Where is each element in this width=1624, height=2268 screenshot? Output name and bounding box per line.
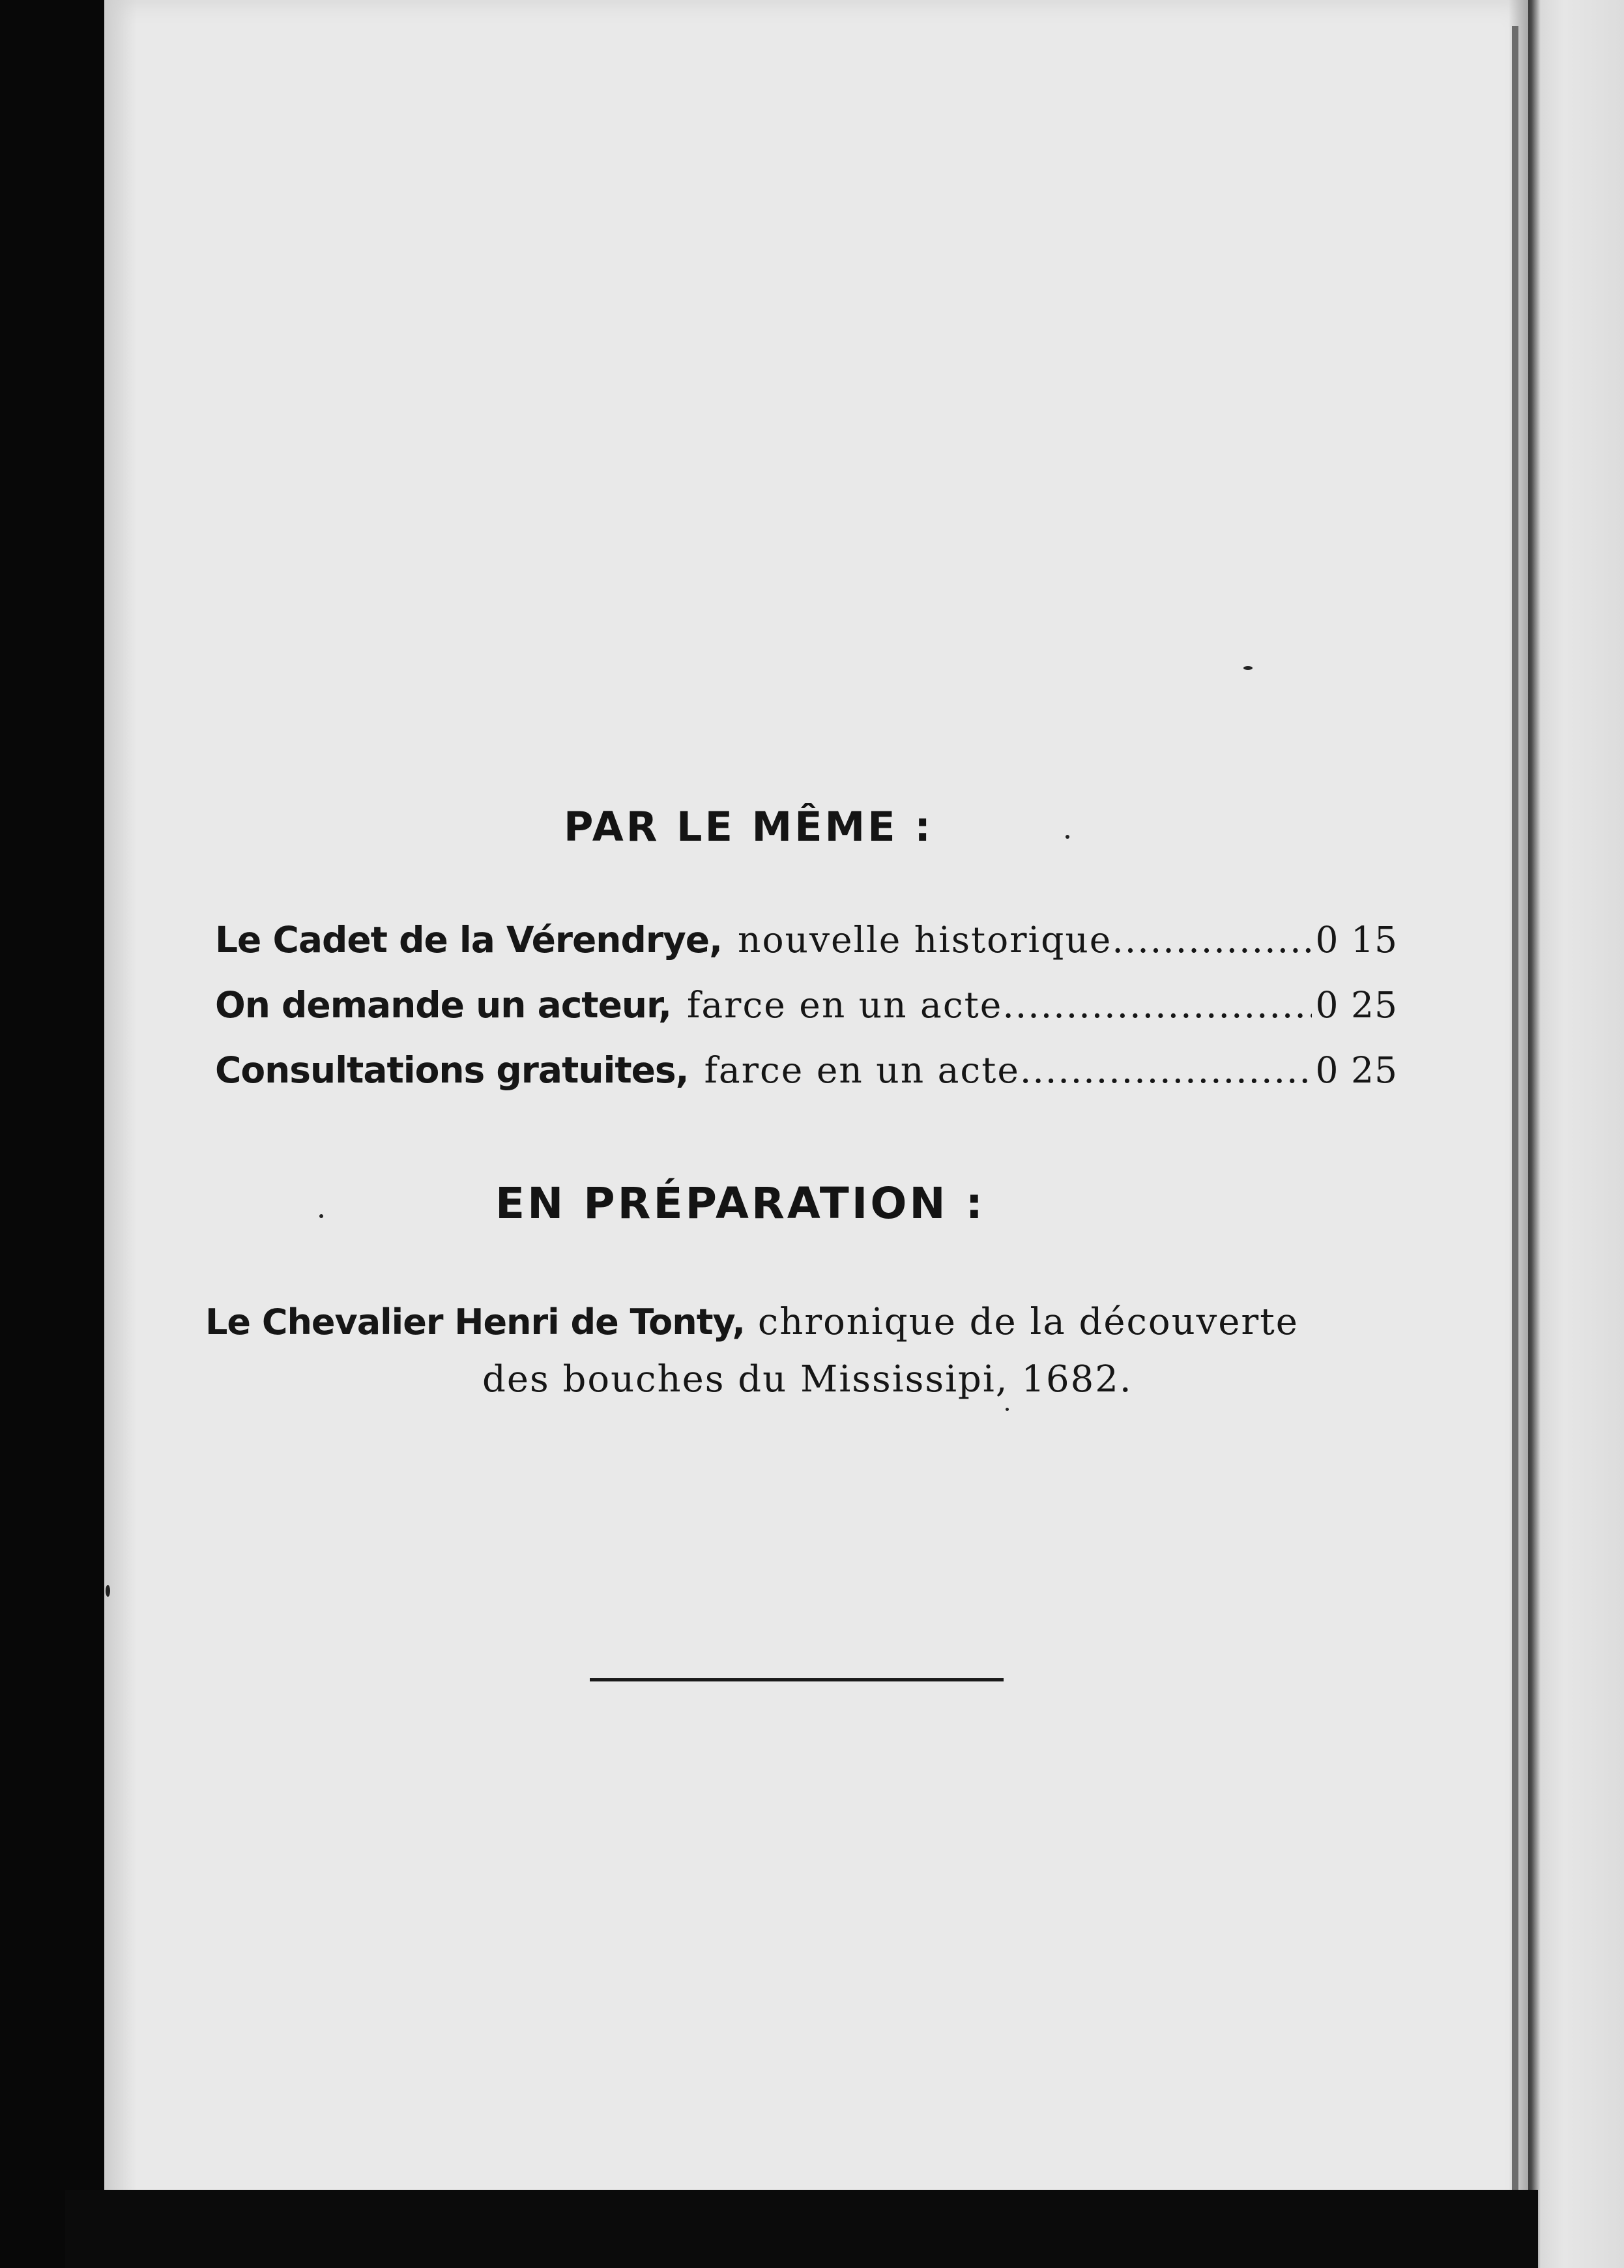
entry-title: Consultations gratuites, [215, 1049, 689, 1091]
preparation-description-2: des bouches du Mississipi, 1682. [482, 1358, 1133, 1401]
page-edge-line [1512, 26, 1518, 2235]
dot-leader [1112, 919, 1311, 961]
entry-price: 0 25 [1315, 1049, 1398, 1091]
preparation-description-1: chronique de la découverte [757, 1301, 1299, 1343]
entry-description: farce en un acte [687, 984, 1003, 1026]
book-entry [215, 919, 1398, 965]
scan-bottom-margin [65, 2190, 1538, 2268]
book-entry [215, 984, 1398, 1030]
dot-leader [1002, 984, 1311, 1026]
entry-description: farce en un acte [704, 1049, 1020, 1091]
entry-price: 0 15 [1315, 919, 1398, 961]
preparation-title: Le Chevalier Henri de Tonty, [205, 1301, 746, 1343]
heading-en-preparation: EN PRÉPARATION : [495, 1178, 986, 1228]
heading-par-le-meme: PAR LE MÊME : [564, 803, 933, 850]
horizontal-rule [590, 1678, 1004, 1681]
scan-right-edge [1525, 0, 1624, 2268]
entry-title: Le Cadet de la Vérendrye, [215, 919, 723, 961]
book-entry [215, 1049, 1398, 1095]
entry-price: 0 25 [1315, 984, 1398, 1026]
entry-title: On demande un acteur, [215, 984, 671, 1026]
dot-leader [1020, 1049, 1312, 1091]
book-page [104, 0, 1528, 2235]
entry-description: nouvelle historique [738, 919, 1112, 961]
preparation-entry [205, 1294, 1398, 1408]
preparation-line-1 [205, 1294, 1398, 1351]
